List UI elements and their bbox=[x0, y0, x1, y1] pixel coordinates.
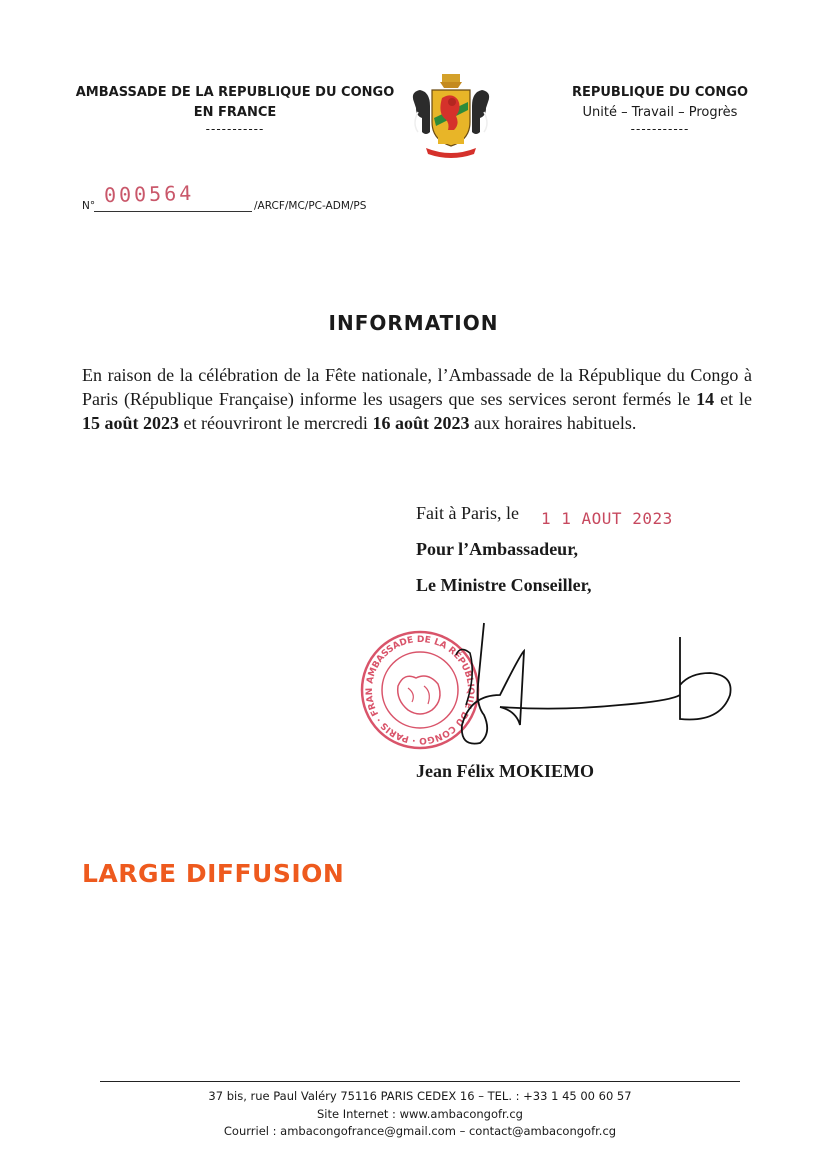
footer-email: Courriel : ambacongofrance@gmail.com – contact@ambacongofr.cg bbox=[223, 1124, 617, 1138]
embassy-header bbox=[60, 83, 410, 135]
body-date-bold: 16 août 2023 bbox=[372, 413, 470, 433]
diffusion-label: LARGE DIFFUSION bbox=[82, 859, 345, 888]
body-text: En raison de la célébration de la Fête nationale, l’Ambassade de la République du Congo à Paris (République Française) informe les usagers que ses services seront fermés le bbox=[82, 365, 752, 409]
embassy-name: AMBASSADE DE LA REPUBLIQUE DU CONGO bbox=[75, 85, 395, 100]
body-text: et le bbox=[714, 389, 753, 409]
coat-of-arms-icon bbox=[408, 72, 494, 162]
reference-number: 000564 bbox=[103, 180, 195, 208]
body-date-bold: 15 août 2023 bbox=[82, 413, 180, 433]
republic-header bbox=[540, 83, 780, 135]
header-separator: ----------- bbox=[630, 122, 690, 136]
date-stamp: 1 1 AOUT 2023 bbox=[541, 509, 673, 528]
footer-divider bbox=[100, 1081, 740, 1082]
signer-title: Le Ministre Conseiller, bbox=[416, 575, 592, 595]
body-text: aux horaires habituels. bbox=[469, 413, 637, 433]
republic-motto: Unité – Travail – Progrès bbox=[582, 105, 738, 120]
document-title: INFORMATION bbox=[328, 311, 499, 335]
seal-text: AMBASSADE DE LA RÉPUBLIQUE DU CONGO · PARIS · FRAN bbox=[364, 634, 476, 746]
reference-code: /ARCF/MC/PC-ADM/PS bbox=[254, 200, 367, 212]
footer-website: Site Internet : www.ambacongofr.cg bbox=[317, 1107, 523, 1121]
reference-underline bbox=[94, 211, 252, 212]
on-behalf-label: Pour l’Ambassadeur, bbox=[416, 539, 579, 559]
signer-name: Jean Félix MOKIEMO bbox=[416, 761, 594, 781]
place-label: Fait à Paris, le bbox=[416, 503, 519, 523]
embassy-country: EN FRANCE bbox=[193, 105, 277, 120]
information-body bbox=[82, 363, 752, 435]
header-separator: ----------- bbox=[205, 122, 265, 136]
body-text: et réouvriront le mercredi bbox=[179, 413, 373, 433]
footer-address: 37 bis, rue Paul Valéry 75116 PARIS CEDEX 16 – TEL. : +33 1 45 00 60 57 bbox=[208, 1089, 632, 1103]
reference-prefix: N° bbox=[82, 200, 96, 212]
handwritten-signature bbox=[440, 615, 740, 755]
body-date-bold: 14 bbox=[696, 389, 715, 409]
republic-name: REPUBLIQUE DU CONGO bbox=[571, 85, 749, 100]
